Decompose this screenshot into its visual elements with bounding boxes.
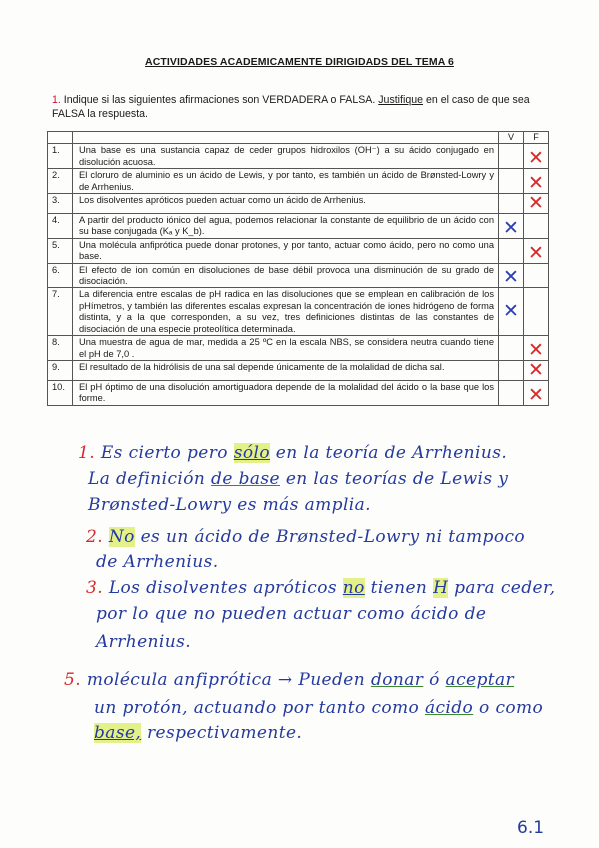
table-row	[48, 288, 549, 336]
answer-text: respectivamente.	[147, 723, 303, 743]
underlined-word: donar	[370, 670, 424, 690]
row-number: 8.	[48, 336, 73, 361]
true-mark: ✕	[503, 300, 519, 323]
highlighted-word: no	[342, 578, 365, 598]
row-statement: El cloruro de aluminio es un ácido de Lewis, y por tanto, es también un ácido de Brønsted-Lowry y de Arrhenius.	[73, 169, 499, 194]
answer-text: tienen	[370, 578, 428, 598]
answer-text: molécula anfiprótica → Pueden	[86, 670, 366, 690]
question-text-a: Indique si las siguientes afirmaciones son VERDADERA o FALSA.	[63, 94, 376, 106]
answer-text: Arrhenius.	[96, 632, 192, 652]
row-statement: Una molécula anfiprótica puede donar protones, y por tanto, actuar como ácido, pero no como una base.	[73, 238, 499, 263]
underlined-word: ácido	[424, 698, 474, 718]
underlined-word: de base	[211, 469, 280, 489]
true-mark: ✕	[503, 266, 519, 289]
answer-5-line-2	[94, 698, 543, 718]
question-text-b: en el caso de que sea FALSA la respuesta.	[52, 94, 530, 120]
row-number: 4.	[48, 214, 73, 239]
table-row	[48, 169, 549, 194]
underlined-word: aceptar	[445, 670, 515, 690]
answer-text: o como	[479, 698, 544, 718]
answer-1-line-2	[88, 469, 508, 489]
false-mark: ✕	[528, 241, 544, 264]
answer-text: es un ácido de Brønsted-Lowry ni tampoco	[140, 527, 526, 547]
answer-1-line-3	[88, 495, 371, 515]
answer-5-line-1	[64, 670, 514, 690]
row-statement: Una muestra de agua de mar, medida a 25 ºC en la escala NBS, se considera neutra cuando tiene el pH de 7,0 .	[73, 336, 499, 361]
question-number: 1.	[52, 94, 61, 106]
answer-2-line-2	[96, 552, 219, 572]
highlighted-word: base,	[94, 723, 142, 743]
answer-text: ó	[429, 670, 440, 690]
answer-text: en la teoría de Arrhenius.	[275, 443, 508, 463]
false-mark: ✕	[528, 338, 544, 361]
answer-text: de Arrhenius.	[96, 552, 219, 572]
highlighted-word: H	[433, 578, 449, 598]
table-row	[48, 214, 549, 239]
highlighted-word: sólo	[233, 443, 270, 463]
answer-text: para ceder,	[454, 578, 556, 598]
answer-number: 5.	[64, 670, 82, 690]
answer-2-line-1	[86, 527, 525, 547]
table-row	[48, 336, 549, 361]
answer-3-line-3	[96, 632, 191, 652]
page-number: 6.1	[517, 818, 545, 838]
answer-text: Brønsted-Lowry es más amplia.	[88, 495, 371, 515]
answer-3-line-2	[96, 604, 486, 624]
answer-text: La definición	[88, 469, 206, 489]
table-row	[48, 360, 549, 380]
header-false: F	[524, 132, 549, 144]
header-blank-num	[48, 132, 73, 144]
false-mark: ✕	[528, 147, 544, 170]
row-statement: El pH óptimo de una disolución amortiguadora depende de la molalidad del ácido o la base que los forme.	[73, 380, 499, 405]
row-statement: A partir del producto iónico del agua, podemos relacionar la constante de equilibrio de un ácido con su base conjugada (Kₐ y K_b).	[73, 214, 499, 239]
answer-text: un protón, actuando por tanto como	[94, 698, 420, 718]
false-mark: ✕	[528, 358, 544, 381]
row-number: 10.	[48, 380, 73, 405]
table-row	[48, 263, 549, 288]
row-number: 7.	[48, 288, 73, 336]
answer-number: 1.	[78, 443, 96, 463]
answer-text: Los disolventes apróticos	[108, 578, 337, 598]
table-row	[48, 194, 549, 214]
answer-5-line-3	[94, 723, 302, 743]
answer-3-line-1	[86, 578, 555, 598]
table-row	[48, 238, 549, 263]
document-title: ACTIVIDADES ACADEMICAMENTE DIRIGIDADS DEL TEMA 6	[145, 56, 454, 68]
row-number: 9.	[48, 360, 73, 380]
row-statement: Los disolventes apróticos pueden actuar como un ácido de Arrhenius.	[73, 194, 499, 214]
row-number: 6.	[48, 263, 73, 288]
table-row	[48, 144, 549, 169]
answer-number: 3.	[86, 578, 104, 598]
answer-1-line-1	[78, 443, 507, 463]
true-false-table	[47, 131, 549, 406]
row-number: 3.	[48, 194, 73, 214]
answer-text: por lo que no pueden actuar como ácido de	[96, 604, 487, 624]
question-statement	[52, 93, 552, 121]
row-statement: El efecto de ion común en disoluciones de base débil provoca una disminución de su grado de disociación.	[73, 263, 499, 288]
false-mark: ✕	[528, 192, 544, 215]
table-row	[48, 380, 549, 405]
false-mark: ✕	[528, 172, 544, 195]
true-mark: ✕	[503, 216, 519, 239]
row-statement: El resultado de la hidrólisis de una sal depende únicamente de la molalidad de dicha sal.	[73, 360, 499, 380]
header-blank-statement	[73, 132, 499, 144]
row-statement: La diferencia entre escalas de pH radica en las disoluciones que se emplean en calibración de los pHímetros, y también las diferentes escalas expresan la concentración de iones hidrógeno de forma distinta, y a la que corresponden, a su vez, tres definiciones distintas de las constantes de disociación de una especie proteolítica determinada.	[73, 288, 499, 336]
row-number: 5.	[48, 238, 73, 263]
table-header-row	[48, 132, 549, 144]
header-true: V	[499, 132, 524, 144]
row-number: 1.	[48, 144, 73, 169]
highlighted-word: No	[108, 527, 135, 547]
false-mark: ✕	[528, 383, 544, 406]
answer-text: en las teorías de Lewis y	[285, 469, 509, 489]
answer-number: 2.	[86, 527, 104, 547]
answer-text: Es cierto pero	[100, 443, 228, 463]
row-statement: Una base es una sustancia capaz de ceder grupos hidroxilos (OH⁻) a su ácido conjugado en disolución acuosa.	[73, 144, 499, 169]
row-number: 2.	[48, 169, 73, 194]
question-justify-word: Justifique	[378, 94, 424, 106]
